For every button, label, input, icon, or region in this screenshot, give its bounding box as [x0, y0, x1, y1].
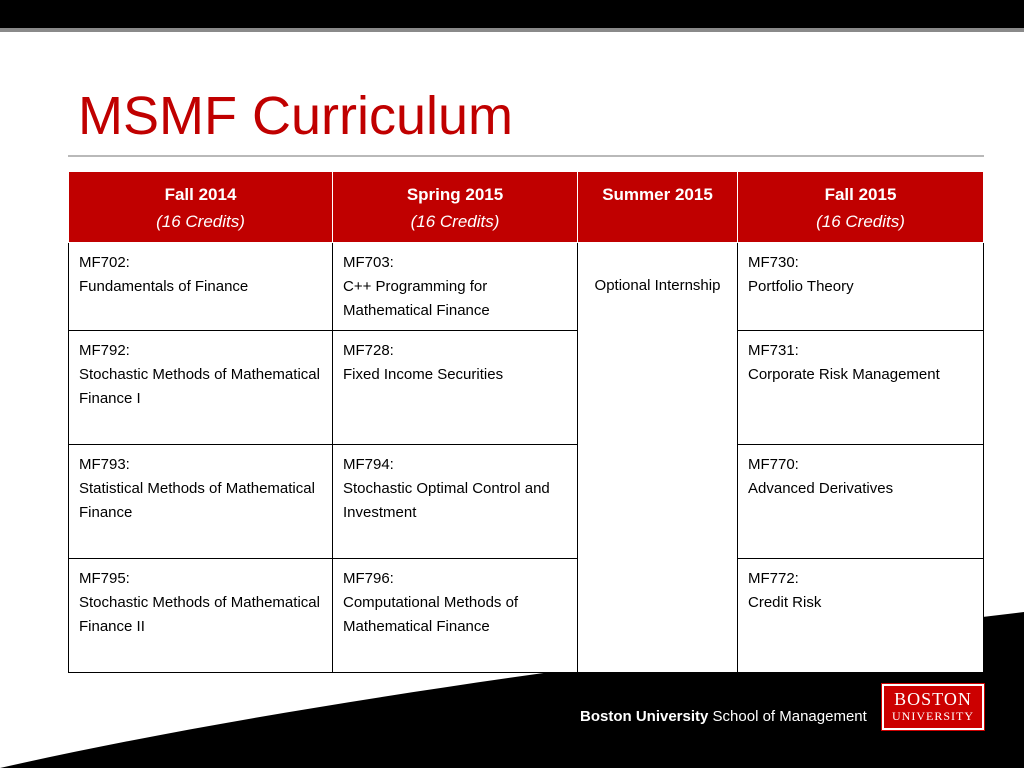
table-row — [69, 243, 984, 331]
summer-internship-cell: Optional Internship — [578, 243, 738, 673]
boston-university-logo — [882, 684, 984, 730]
course-name: Fundamentals of Finance — [79, 278, 249, 295]
course-code: MF730: — [748, 254, 799, 271]
course-cell — [69, 331, 333, 445]
course-code: MF796: — [343, 570, 394, 587]
course-code: MF795: — [79, 570, 130, 587]
course-code: MF793: — [79, 456, 130, 473]
header-spring-2015 — [333, 172, 578, 243]
course-code: MF794: — [343, 456, 394, 473]
footer-school-name — [580, 708, 867, 725]
course-cell — [333, 445, 578, 559]
table-row — [69, 445, 984, 559]
header-credits: (16 Credits) — [410, 212, 500, 231]
course-cell — [738, 559, 984, 673]
course-code: MF728: — [343, 342, 394, 359]
course-code: MF703: — [343, 254, 394, 271]
course-cell — [333, 243, 578, 331]
course-name: C++ Programming for Mathematical Finance — [343, 278, 490, 319]
course-cell — [69, 243, 333, 331]
curriculum-table — [68, 171, 984, 673]
table-row — [69, 331, 984, 445]
title-divider — [68, 155, 984, 157]
table-header-row — [69, 172, 984, 243]
course-code: MF792: — [79, 342, 130, 359]
header-term: Fall 2015 — [824, 185, 897, 204]
footer-school: School of Management — [712, 708, 867, 725]
course-name: Stochastic Methods of Mathematical Finance I — [79, 366, 320, 407]
header-term: Summer 2015 — [602, 185, 713, 204]
course-name: Portfolio Theory — [748, 278, 854, 295]
course-cell — [738, 445, 984, 559]
header-term: Spring 2015 — [406, 185, 504, 204]
course-name: Advanced Derivatives — [748, 480, 894, 497]
slide-title: MSMF Curriculum — [78, 86, 514, 146]
course-code: MF702: — [79, 254, 130, 271]
course-name: Fixed Income Securities — [343, 366, 504, 383]
header-fall-2015 — [738, 172, 984, 243]
course-name: Stochastic Optimal Control and Investment — [343, 480, 550, 521]
course-cell — [69, 559, 333, 673]
course-cell — [738, 243, 984, 331]
course-cell — [333, 559, 578, 673]
course-cell — [69, 445, 333, 559]
course-name: Statistical Methods of Mathematical Finance — [79, 480, 315, 521]
course-name: Computational Methods of Mathematical Finance — [343, 594, 519, 635]
course-name: Credit Risk — [748, 594, 822, 611]
header-term: Fall 2014 — [164, 185, 237, 204]
course-name: Stochastic Methods of Mathematical Finance II — [79, 594, 320, 635]
table-row — [69, 559, 984, 673]
header-credits: (16 Credits) — [156, 212, 245, 231]
footer-university: Boston University — [580, 708, 709, 725]
header-fall-2014 — [69, 172, 333, 243]
course-cell — [738, 331, 984, 445]
header-credits: (16 Credits) — [816, 212, 905, 231]
course-code: MF772: — [748, 570, 799, 587]
header-summer-2015 — [578, 172, 738, 243]
logo-line-1: BOSTON — [894, 689, 972, 709]
course-code: MF770: — [748, 456, 799, 473]
course-name: Corporate Risk Management — [748, 366, 940, 383]
course-code: MF731: — [748, 342, 799, 359]
course-cell — [333, 331, 578, 445]
logo-line-2: UNIVERSITY — [892, 709, 974, 723]
